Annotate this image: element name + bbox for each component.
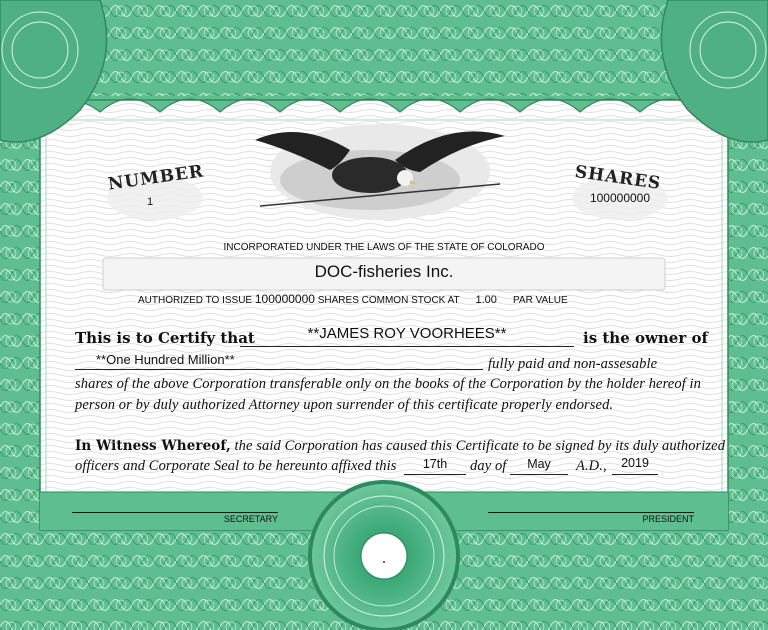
- number-label: NUMBER: [106, 161, 206, 195]
- authorized-shares: 100000000: [254, 292, 315, 306]
- certify-prefix: This is to Certify that: [75, 329, 255, 347]
- authorized-prefix: AUTHORIZED TO ISSUE: [138, 295, 253, 306]
- body-line-1: shares of the above Corporation transferable only on the books of the Corporation by the holder hereof in: [75, 376, 702, 392]
- ad-label: A.D.,: [576, 458, 607, 474]
- month-value: May: [527, 457, 551, 471]
- year-value: 2019: [621, 456, 649, 470]
- president-label: PRESIDENT: [642, 514, 694, 524]
- par-suffix: PAR VALUE: [513, 295, 568, 306]
- shares-label: SHARES: [573, 162, 663, 194]
- secretary-label: SECRETARY: [223, 514, 278, 524]
- seal-line-prefix: officers and Corporate Seal to be hereunto affixed this: [75, 458, 397, 474]
- company-name: DOC-fisheries Inc.: [314, 262, 454, 281]
- holder-name: **JAMES ROY VOORHEES**: [307, 325, 507, 342]
- par-value: 1.00: [475, 294, 497, 306]
- day-of-label: day of: [470, 458, 507, 474]
- incorporated-statement: INCORPORATED UNDER THE LAWS OF THE STATE OF COLORADO: [223, 242, 545, 253]
- certify-suffix: is the owner of: [583, 329, 708, 347]
- day-value: 17th: [422, 457, 448, 471]
- share-words: **One Hundred Million**: [96, 352, 235, 367]
- shares-value: 100000000: [589, 191, 651, 205]
- authorized-mid: SHARES COMMON STOCK AT: [317, 295, 460, 306]
- witness-bold: In Witness Whereof,: [75, 438, 231, 454]
- paid-text: fully paid and non-assesable: [488, 356, 658, 372]
- number-value: 1: [146, 196, 154, 208]
- witness-rest: the said Corporation has caused this Certificate to be signed by its duly authorized: [234, 438, 726, 454]
- body-line-2: person or by duly authorized Attorney upon surrender of this certificate properly endorsed.: [75, 397, 614, 413]
